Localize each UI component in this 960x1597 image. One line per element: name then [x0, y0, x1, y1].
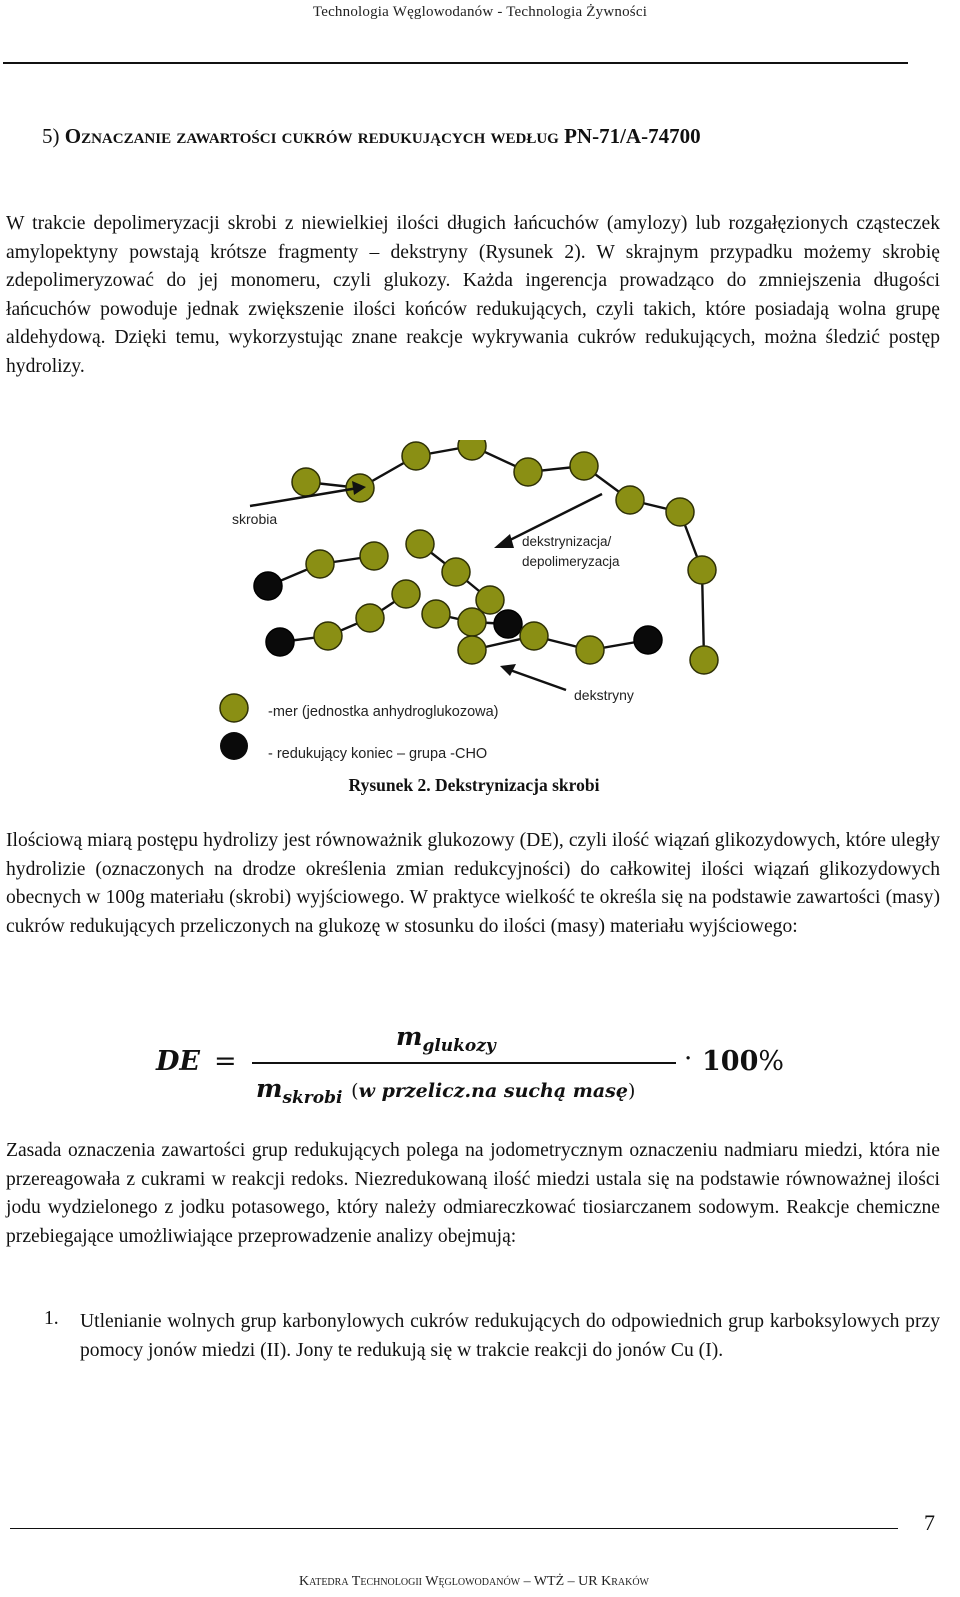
section-title-text: Oznaczanie zawartości cukrów redukujących według PN-71/A-74700 [64, 124, 701, 148]
glucose-unit [688, 556, 716, 584]
figure-caption: Rysunek 2. Dekstrynizacja skrobi [348, 775, 600, 795]
glucose-unit [392, 580, 420, 608]
glucose-unit [306, 550, 334, 578]
page-number: 7 [924, 1510, 935, 1535]
header-rule [3, 62, 908, 64]
list-item-number: 1. [44, 1308, 59, 1329]
glucose-unit [356, 604, 384, 632]
glucose-units [254, 440, 718, 674]
glucose-unit [458, 636, 486, 664]
glucose-unit [690, 646, 718, 674]
fraction-bar [252, 1062, 676, 1064]
glucose-unit [402, 442, 430, 470]
de-formula [156, 1018, 816, 1118]
list-item-text: Utlenianie wolnych grup karbonylowych cukrów redukujących do odpowiednich grup karboksylowych przy pomocy jonów miedzi (II). Jony te redukują się w trakcie reakcji do jonów Cu (I). [80, 1311, 940, 1361]
arrow-dekstryny [500, 664, 566, 690]
label-skrobia: skrobia [232, 511, 278, 527]
paragraph-de: Ilościową miarą postępu hydrolizy jest równoważnik glukozowy (DE), czyli ilość wiązań glikozydowych, które uległy hydrolizie (oznaczonych na drodze określenia zmian redukcyjności) do całkowitej ilości wiązań glikozydowych obecnych w 100g materiału (skrobi) wyjściowego. W praktyce wielkość te określa się na podstawie zawartości (masy) cukrów redukujących przeliczonych na glukozę w stosunku do ilości (masy) materiału wyjściowego: [6, 830, 940, 937]
formula-equals: = [214, 1046, 237, 1077]
legend-reducing-label: - redukujący koniec – grupa -CHO [268, 746, 488, 762]
chain-line [280, 594, 406, 642]
glucose-unit [458, 608, 486, 636]
glucose-unit [576, 636, 604, 664]
glucose-unit [360, 542, 388, 570]
formula-numerator: $m_{glukozy}$ [396, 1022, 496, 1056]
glucose-unit [406, 530, 434, 558]
dextrinization-figure [210, 440, 750, 770]
footer-rule [10, 1528, 898, 1529]
legend-reducing-swatch [220, 732, 248, 760]
label-depolimeryzacja: depolimeryzacja [522, 554, 620, 569]
legend-unit-swatch [220, 694, 248, 722]
section-heading [42, 124, 701, 149]
formula-multiply: · [684, 1044, 693, 1074]
running-header: Technologia Węglowodanów - Technologia Żywności [312, 4, 648, 20]
glucose-unit [292, 468, 320, 496]
reducing-end-unit [254, 572, 282, 600]
paragraph-intro: W trakcie depolimeryzacji skrobi z niewielkiej ilości długich łańcuchów (amylozy) lub rozgałęzionych cząsteczek amylopektyny powstają krótsze fragmenty – dekstryny (Rysunek 2). W skrajnym przypadku możemy skrobię zdepolimeryzować do jej monomeru, czyli glukozy. Każda ingerencja prowadząco do zmniejszenia długości łańcuchów powoduje jednak zwiększenie ilości końców redukujących, czyli takich, które posiadają wolna grupę aldehydową. Dzięki temu, wykorzystując znane reakcje wykrywania cukrów redukujących, można śledzić postęp hydrolizy. [6, 213, 940, 377]
running-footer: Katedra Technologii Węglowodanów – WTŻ – UR Kraków [298, 1574, 649, 1589]
glucose-unit [442, 558, 470, 586]
label-dekstryny: dekstryny [574, 687, 634, 703]
glucose-unit [422, 600, 450, 628]
formula-rhs: 100% [702, 1046, 785, 1077]
glucose-unit [616, 486, 644, 514]
glucose-unit [314, 622, 342, 650]
reducing-end-unit [266, 628, 294, 656]
reducing-end-unit [494, 610, 522, 638]
paragraph-principle: Zasada oznaczenia zawartości grup redukujących polega na jodometrycznym oznaczeniu nadmiaru miedzi, która nie przereagowała z cukrami w reakcji redoks. Niezredukowaną ilość miedzi ustala się na podstawie równoważnej ilości jodu wydzielonego z jodku potasowego, który należy odmiareczkować tiosiarczanem sodowym. Reakcje chemiczne przebiegające umożliwiające przeprowadzenie analizy obejmują: [6, 1140, 940, 1247]
glucose-unit [666, 498, 694, 526]
glucose-unit [458, 440, 486, 460]
reducing-end-unit [634, 626, 662, 654]
formula-denominator: $m_{skrobi}$ (w przelicz.na suchą masę) [256, 1074, 636, 1108]
chain-line [472, 636, 648, 650]
glucose-unit [570, 452, 598, 480]
section-number: 5) [42, 124, 60, 148]
glucose-unit [514, 458, 542, 486]
formula-lhs: DE [156, 1046, 200, 1077]
glucose-unit [520, 622, 548, 650]
label-dekstrynizacja: dekstrynizacja/ [522, 534, 612, 549]
legend-mer-label: -mer (jednostka anhydroglukozowa) [268, 704, 499, 720]
